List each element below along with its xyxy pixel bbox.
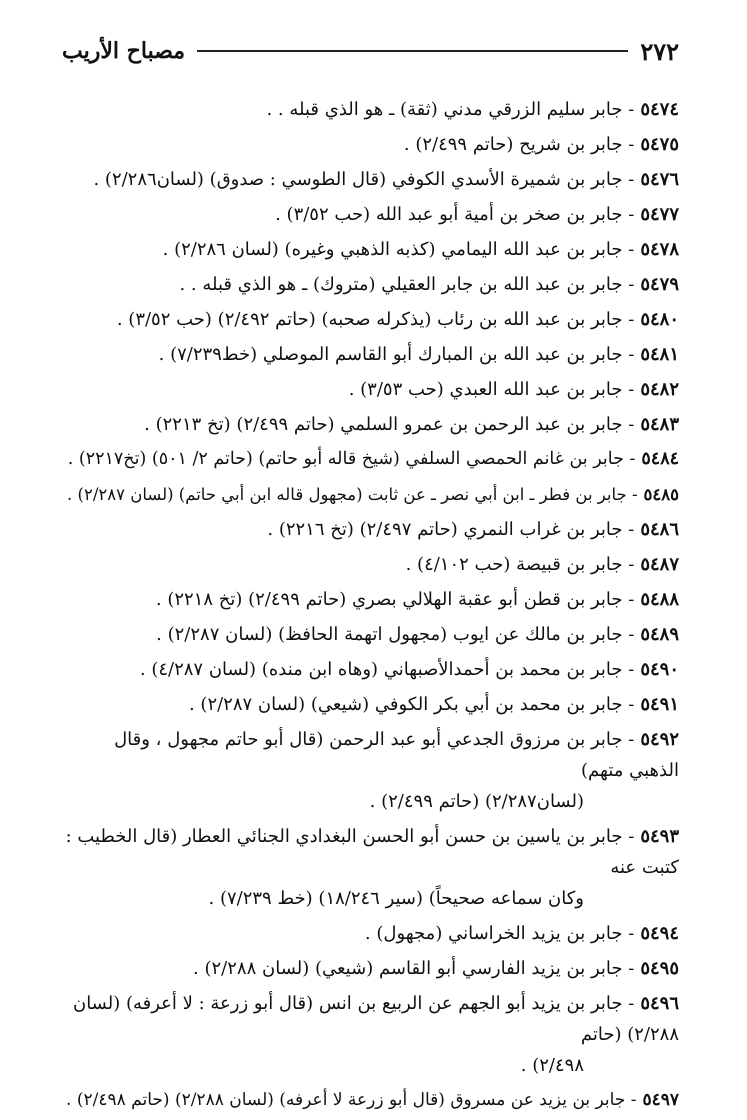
entry bbox=[62, 409, 679, 440]
entry-number: ٥٤٨٠ bbox=[640, 309, 679, 330]
entry-text: - جابر بن عبد الله بن جابر العقيلي (متروك) ـ هو الذي قبله . . bbox=[179, 274, 635, 295]
entry-number: ٥٤٨٤ bbox=[641, 449, 679, 469]
entry bbox=[62, 514, 679, 545]
entry-number: ٥٤٧٤ bbox=[640, 99, 679, 120]
entry-text: - جابر بن فطر ـ ابن أبي نصر ـ عن ثابت (مجهول قاله ابن أبي حاتم) (لسان ٢/٢٨٧) . bbox=[67, 485, 638, 504]
entry-text: - جابر بن قبيصة (حب ٤/١٠٢) . bbox=[405, 554, 635, 575]
entry bbox=[62, 129, 679, 160]
entry bbox=[62, 234, 679, 265]
header-rule bbox=[197, 50, 628, 52]
entry-text: - جابر بن محمد بن أحمدالأصبهاني (وهاه ابن منده) (لسان ٤/٢٨٧) . bbox=[139, 659, 635, 680]
entry-text: - جابر بن يزيد الفارسي أبو القاسم (شيعي) (لسان ٢/٢٨٨) . bbox=[193, 958, 635, 979]
entry-number: ٥٤٨٥ bbox=[643, 485, 679, 504]
entry-text: - جابر بن يزيد الخراساني (مجهول) . bbox=[364, 923, 635, 944]
entry-continuation: (لسان٢/٢٨٧) (حاتم ٢/٤٩٩) . bbox=[369, 791, 584, 812]
entry-continuation: ٢/٤٩٨) . bbox=[520, 1055, 584, 1076]
entry-continuation: وكان سماعه صحيحاً) (سير ١٨/٢٤٦) (خط ٧/٢٣٩) . bbox=[208, 888, 584, 909]
entry bbox=[62, 988, 679, 1081]
entry bbox=[62, 164, 679, 195]
entry-text: - جابر بن صخر بن أمية أبو عبد الله (حب ٣/٥٢) . bbox=[275, 204, 635, 225]
entry-text: - جابر بن يزيد أبو الجهم عن الربيع بن انس (قال أبو زرعة : لا أعرفه) (لسان ٢/٢٨٨) (حاتم bbox=[72, 993, 679, 1045]
entry-number: ٥٤٩٧ bbox=[642, 1090, 679, 1110]
entry bbox=[62, 94, 679, 125]
entry-text: - جابر بن يزيد عن مسروق (قال أبو زرعة لا أعرفه) (لسان ٢/٢٨٨) (حاتم ٢/٤٩٨) . bbox=[66, 1090, 637, 1110]
entry-text: - جابر بن غانم الحمصي السلفي (شيخ قاله أبو حاتم) (حاتم ٢/ ٥٠١) (تخ٢٢١٧) . bbox=[67, 449, 636, 469]
page-header bbox=[62, 36, 679, 66]
entry bbox=[62, 918, 679, 949]
entry-number: ٥٤٩١ bbox=[640, 694, 679, 715]
entry bbox=[62, 339, 679, 370]
entry bbox=[62, 269, 679, 300]
entry-text: - جابر بن عبد الرحمن بن عمرو السلمي (حاتم ٢/٤٩٩) (تخ ٢٢١٣) . bbox=[144, 414, 635, 435]
entry bbox=[62, 953, 679, 984]
entry-text: - جابر بن مالك عن ايوب (مجهول اتهمة الحافظ) (لسان ٢/٢٨٧) . bbox=[156, 624, 635, 645]
entry bbox=[62, 584, 679, 615]
entry bbox=[62, 549, 679, 580]
entry-number: ٥٤٧٨ bbox=[640, 239, 679, 260]
entry-text: - جابر بن قطن أبو عقبة الهلالي بصري (حاتم ٢/٤٩٩) (تخ ٢٢١٨) . bbox=[155, 589, 635, 610]
entry bbox=[62, 689, 679, 720]
entry-number: ٥٤٧٩ bbox=[640, 274, 679, 295]
entry bbox=[62, 1085, 679, 1116]
entry-number: ٥٤٩٦ bbox=[640, 993, 679, 1014]
entry-number: ٥٤٧٧ bbox=[640, 204, 679, 225]
entry-text: - جابر بن غراب النمري (حاتم ٢/٤٩٧) (تخ ٢٢١٦) . bbox=[267, 519, 635, 540]
entry-text: - جابر بن عبد الله بن رئاب (يذكرله صحبه) (حاتم ٢/٤٩٢) (حب ٣/٥٢) . bbox=[116, 309, 635, 330]
entry-number: ٥٤٨١ bbox=[640, 344, 679, 365]
entry bbox=[62, 821, 679, 914]
entry-text: - جابر بن شميرة الأسدي الكوفي (قال الطوسي : صدوق) (لسان٢/٢٨٦) . bbox=[93, 169, 635, 190]
entry bbox=[62, 619, 679, 650]
entry-number: ٥٤٨٩ bbox=[640, 624, 679, 645]
entry-number: ٥٤٨٨ bbox=[640, 589, 679, 610]
book-title: مصباح الأريب bbox=[62, 38, 186, 64]
entry-text: - جابر بن مرزوق الجدعي أبو عبد الرحمن (قال أبو حاتم مجهول ، وقال الذهبي متهم) bbox=[114, 729, 679, 781]
entry-text: - جابر سليم الزرقي مدني (ثقة) ـ هو الذي قبله . . bbox=[266, 99, 635, 120]
entry-number: ٥٤٨٦ bbox=[640, 519, 679, 540]
entry bbox=[62, 444, 679, 475]
entry bbox=[62, 304, 679, 335]
entry-number: ٥٤٩٣ bbox=[640, 826, 679, 847]
entry bbox=[62, 199, 679, 230]
entry bbox=[62, 374, 679, 405]
entry-number: ٥٤٩٢ bbox=[640, 729, 679, 750]
entry-text: - جابر بن عبد الله العبدي (حب ٣/٥٣) . bbox=[348, 379, 635, 400]
entry bbox=[62, 479, 679, 510]
entry-text: - جابر بن شريح (حاتم ٢/٤٩٩) . bbox=[403, 134, 635, 155]
entries-list bbox=[62, 94, 679, 1120]
entry-text: - جابر بن عبد الله اليمامي (كذبه الذهبي وغيره) (لسان ٢/٢٨٦) . bbox=[162, 239, 635, 260]
entry bbox=[62, 654, 679, 685]
entry-number: ٥٤٩٥ bbox=[640, 958, 679, 979]
entry-number: ٥٤٧٥ bbox=[640, 134, 679, 155]
entry bbox=[62, 724, 679, 817]
entry-number: ٥٤٨٢ bbox=[640, 379, 679, 400]
entry-text: - جابر بن ياسين بن حسن أبو الحسن البغدادي الجنائي العطار (قال الخطيب : كتبت عنه bbox=[65, 826, 679, 878]
entry-number: ٥٤٨٧ bbox=[640, 554, 679, 575]
entry-number: ٥٤٧٦ bbox=[640, 169, 679, 190]
entry-number: ٥٤٨٣ bbox=[640, 414, 679, 435]
entry-text: - جابر بن محمد بن أبي بكر الكوفي (شيعي) (لسان ٢/٢٨٧) . bbox=[188, 694, 635, 715]
page-number: ٢٧٢ bbox=[640, 36, 679, 66]
entry-number: ٥٤٩٤ bbox=[640, 923, 679, 944]
entry-number: ٥٤٩٠ bbox=[640, 659, 679, 680]
entry-text: - جابر بن عبد الله بن المبارك أبو القاسم الموصلي (خط٧/٢٣٩) . bbox=[158, 344, 635, 365]
